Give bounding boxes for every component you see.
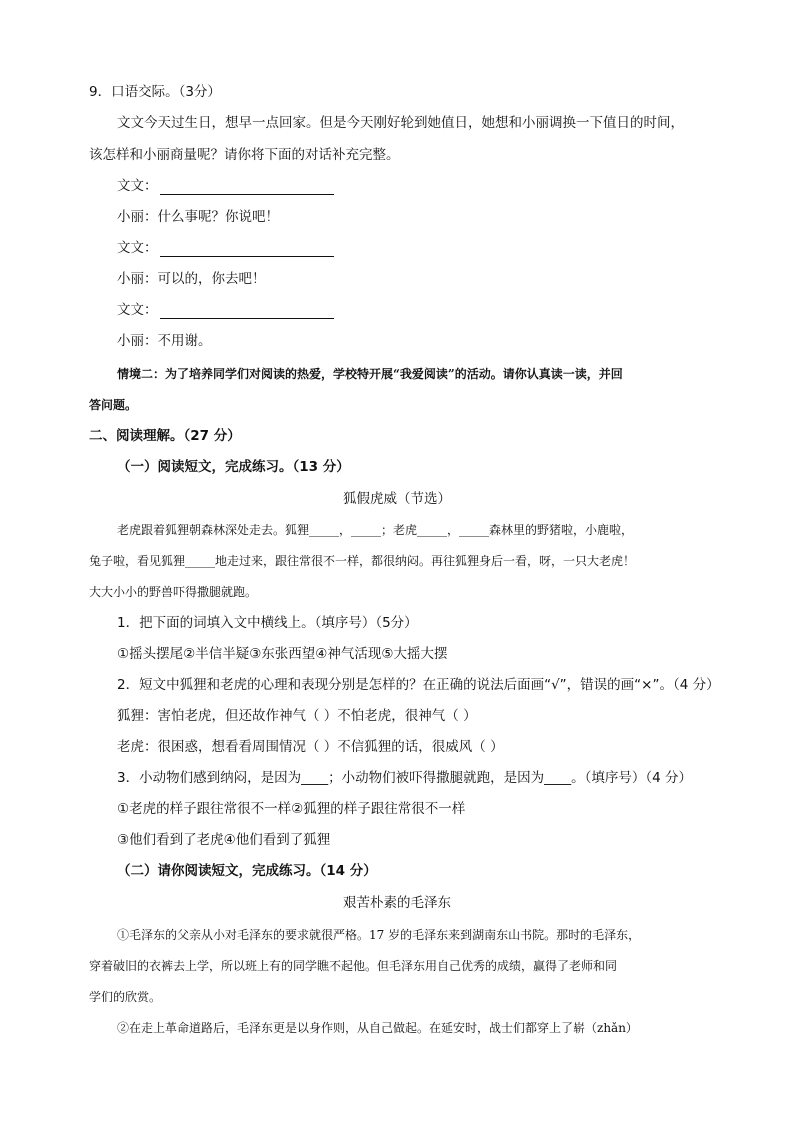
answer-blank-3[interactable] — [160, 304, 334, 319]
speaker: 文文： — [117, 178, 158, 194]
dialog-line-4 — [117, 270, 266, 288]
answer-blank-2[interactable] — [160, 242, 334, 257]
question-2: 2．短文中狐狸和老虎的心理和表现分别是怎样的？在正确的说法后面画“√”，错误的画“×”。（4 分） — [117, 677, 720, 693]
dialog-line-1 — [117, 177, 334, 195]
dialog-text: 什么事呢？你说吧！ — [157, 209, 279, 225]
question-1-options: ①摇头摆尾②半信半疑③东张西望④神气活现⑤大摇大摆 — [117, 646, 448, 662]
speaker: 文文： — [117, 240, 158, 256]
passage-2-line1: ①毛泽东的父亲从小对毛泽东的要求就很严格。17 岁的毛泽东来到湖南东山书院。那时的毛泽东， — [117, 928, 641, 942]
passage-2-line3: 学们的欣赏。 — [89, 990, 162, 1004]
answer-blank-1[interactable] — [160, 180, 334, 195]
passage-2-title: 艰苦朴素的毛泽东 — [343, 895, 451, 911]
speaker: 小丽： — [117, 209, 158, 225]
speaker: 小丽： — [117, 271, 158, 287]
dialog-line-6 — [117, 332, 212, 350]
part-1-heading: （一）阅读短文，完成练习。（13 分） — [117, 459, 350, 475]
question-9-intro-line2: 该怎样和小丽商量呢？请你将下面的对话补充完整。 — [89, 147, 400, 163]
question-2-fox: 狐狸：害怕老虎，但还故作神气（ ）不怕老虎，很神气（ ） — [117, 708, 477, 724]
scenario-line1: 情境二：为了培养同学们对阅读的热爱，学校特开展“我爱阅读”的活动。请你认真读一读，并回 — [117, 367, 623, 381]
speaker: 小丽： — [117, 333, 158, 349]
section-2-title: 二、阅读理解。（27 分） — [89, 428, 241, 444]
question-2-tiger: 老虎：很困惑，想看看周围情况（ ）不信狐狸的话，很威风（ ） — [117, 739, 504, 755]
passage-1-line2: 兔子啦，看见狐狸_____地走过来，跟往常很不一样，都很纳闷。再往狐狸身后一看，呀，一只大老虎！ — [89, 554, 636, 568]
passage-1-line3: 大大小小的野兽吓得撒腿就跑。 — [89, 585, 258, 599]
question-9-title: 9．口语交际。（3分） — [89, 84, 221, 100]
part-2-heading: （二）请你阅读短文，完成练习。（14 分） — [117, 863, 377, 879]
speaker: 文文： — [117, 302, 158, 318]
question-1: 1．把下面的词填入文中横线上。（填序号）（5分） — [117, 615, 418, 631]
dialog-text: 可以的，你去吧！ — [157, 271, 266, 287]
dialog-line-5 — [117, 301, 334, 319]
passage-1-title: 狐假虎威（节选） — [343, 491, 451, 507]
dialog-line-2 — [117, 208, 279, 226]
dialog-line-3 — [117, 239, 334, 257]
passage-2-line2: 穿着破旧的衣裤去上学，所以班上有的同学瞧不起他。但毛泽东用自己优秀的成绩，赢得了老师和同 — [89, 959, 618, 973]
passage-2-line4: ②在走上革命道路后，毛泽东更是以身作则，从自己做起。在延安时，战士们都穿上了崭（zhǎn） — [117, 1021, 638, 1035]
question-3: 3．小动物们感到纳闷，是因为____；小动物们被吓得撒腿就跑，是因为____。（填序号）（4 分） — [117, 770, 692, 786]
question-3-options-2: ③他们看到了老虎④他们看到了狐狸 — [117, 832, 331, 848]
dialog-text: 不用谢。 — [157, 333, 212, 349]
passage-1-line1: 老虎跟着狐狸朝森林深处走去。狐狸_____，_____；老虎_____，_____森林里的野猪啦，小鹿啦， — [117, 523, 634, 537]
scenario-line2: 答问题。 — [89, 398, 138, 412]
question-9-intro-line1: 文文今天过生日，想早一点回家。但是今天刚好轮到她值日，她想和小丽调换一下值日的时间， — [117, 115, 684, 131]
question-3-options-1: ①老虎的样子跟往常很不一样②狐狸的样子跟往常很不一样 — [117, 801, 466, 817]
